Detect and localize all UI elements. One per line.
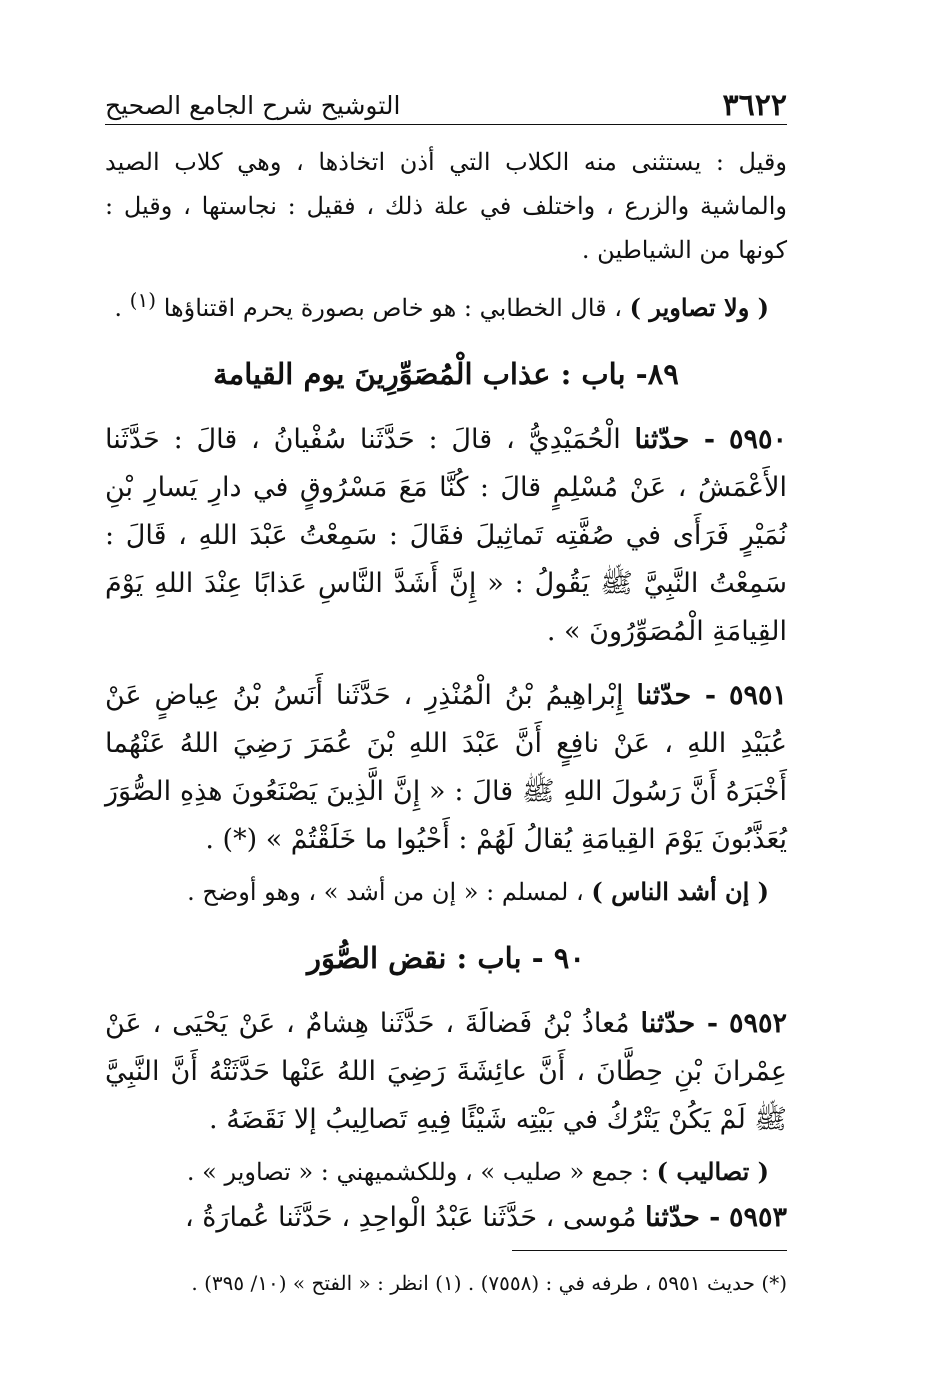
footnote-ref: (١) xyxy=(129,288,157,312)
hadith-number: ٥٩٥١ xyxy=(728,680,787,711)
note-text: ، لمسلم : « إن من أشد » ، وهو أوضح . xyxy=(187,878,584,906)
note-end: . xyxy=(114,294,130,322)
hadith-5952-note xyxy=(105,1150,787,1194)
hadith-5953 xyxy=(105,1194,787,1242)
hadith-text: الْحُمَيْدِيُّ ، قالَ : حَدَّثَنا سُفْيانُ ، قالَ : حَدَّثَنا الأَعْمَشُ ، عَنْ مُسْلِمٍ قالَ : كُنَّا مَعَ مَسْرُوقٍ في دارِ يَسارِ بْنِ نُمَيْرٍ فَرَأَى في صُفَّتِه تَماثِيلَ فقَالَ : سَمِعْتُ عَبْدَ اللهِ ، قَالَ : سَمِعْتُ النَّبِيَّ ﷺ يَقُولُ : « إِنَّ أَشَدَّ النَّاسِ عَذابًا عِنْدَ اللهِ يَوْمَ القِيامَةِ الْمُصَوِّرُونَ » . xyxy=(105,424,787,647)
page-number: ٣٦٢٢ xyxy=(722,88,787,123)
hadith-text: مُعاذُ بْنُ فَضالَةَ ، حَدَّثَنا هِشامٌ ، عَنْ يَحْيَى ، عَنْ عِمْرانَ بْنِ حِطَّانَ ، أَنَّ عائِشَةَ رَضِيَ اللهُ عَنْها حَدَّثَتْهُ أَنَّ النَّبِيَّ ﷺ لَمْ يَكُنْ يَتْرُكُ في بَيْتِه شَيْئًا فِيهِ تَصالِيبُ إلا نَقَضَهُ . xyxy=(105,1008,787,1135)
hadith-lead: - حدّثنا xyxy=(634,424,716,455)
hadith-number: ٥٩٥٠ xyxy=(728,424,787,455)
tasawir-note xyxy=(105,278,787,330)
chapter-89-heading: ٨٩- باب : عذاب الْمُصَوِّرِينَ يوم القيامة xyxy=(213,357,679,391)
hadith-lead: - حدّثنا xyxy=(645,1202,721,1233)
hadith-text: مُوسى ، حَدَّثَنا عَبْدُ الْواحِدِ ، حَدَّثَنا عُمارَةُ ، xyxy=(184,1202,637,1233)
footnote-divider xyxy=(512,1250,787,1251)
hadith-text: إِبْراهِيمُ بْنُ الْمُنْذِرِ ، حَدَّثَنا أَنَسُ بْنُ عِياضٍ عَنْ عُبَيْدِ اللهِ ، عَنْ نافِعٍ أَنَّ عَبْدَ اللهِ بْنَ عُمَرَ رَضِيَ اللهُ عَنْهُما أَخْبَرَهُ أَنَّ رَسُولَ اللهِ ﷺ قالَ : « إِنَّ الَّذِينَ يَصْنَعُونَ هذِهِ الصُّوَرَ يُعَذَّبُونَ يَوْمَ القِيامَةِ يُقالُ لَهُمْ : أَحْيُوا ما خَلَقْتُمْ » (*) . xyxy=(105,680,787,855)
hadith-5952 xyxy=(105,1000,787,1144)
hadith-number: ٥٩٥٣ xyxy=(728,1202,787,1233)
note-term: ( إن أشد الناس ) xyxy=(591,877,769,906)
hadith-lead: - حدّثنا xyxy=(636,680,717,711)
note-text: : جمع « صليب » ، وللكشميهني : « تصاوير » . xyxy=(186,1158,649,1186)
running-title: التوشيح شرح الجامع الصحيح xyxy=(105,91,401,120)
footnote: (*) حديث ٥٩٥١ ، طرفه في : (٧٥٥٨) . (١) انظر : « الفتح » (١٠/ ٣٩٥) . xyxy=(191,1271,787,1295)
hadith-5951 xyxy=(105,672,787,864)
note-term: ( تصاليب ) xyxy=(656,1157,769,1186)
page-header xyxy=(105,84,787,125)
hadith-number: ٥٩٥٢ xyxy=(728,1008,787,1039)
page-body xyxy=(105,140,787,1242)
hadith-lead: - حدّثنا xyxy=(640,1008,719,1039)
spacer xyxy=(105,656,787,672)
hadith-5950 xyxy=(105,416,787,656)
note-term: ( ولا تصاوير ) xyxy=(629,293,769,322)
note-text: ، قال الخطابي : هو خاص بصورة يحرم اقتناؤها xyxy=(163,294,622,322)
chapter-90-heading: ٩٠ - باب : نقض الصُّوَر xyxy=(307,941,585,975)
hadith-5951-note xyxy=(105,870,787,914)
intro-paragraph: وقيل : يستثنى منه الكلاب التي أذن اتخاذها ، وهي كلاب الصيد والماشية والزرع ، واختلف في علة ذلك ، فقيل : نجاستها ، وقيل : كونها من الشياطين . xyxy=(105,148,787,264)
